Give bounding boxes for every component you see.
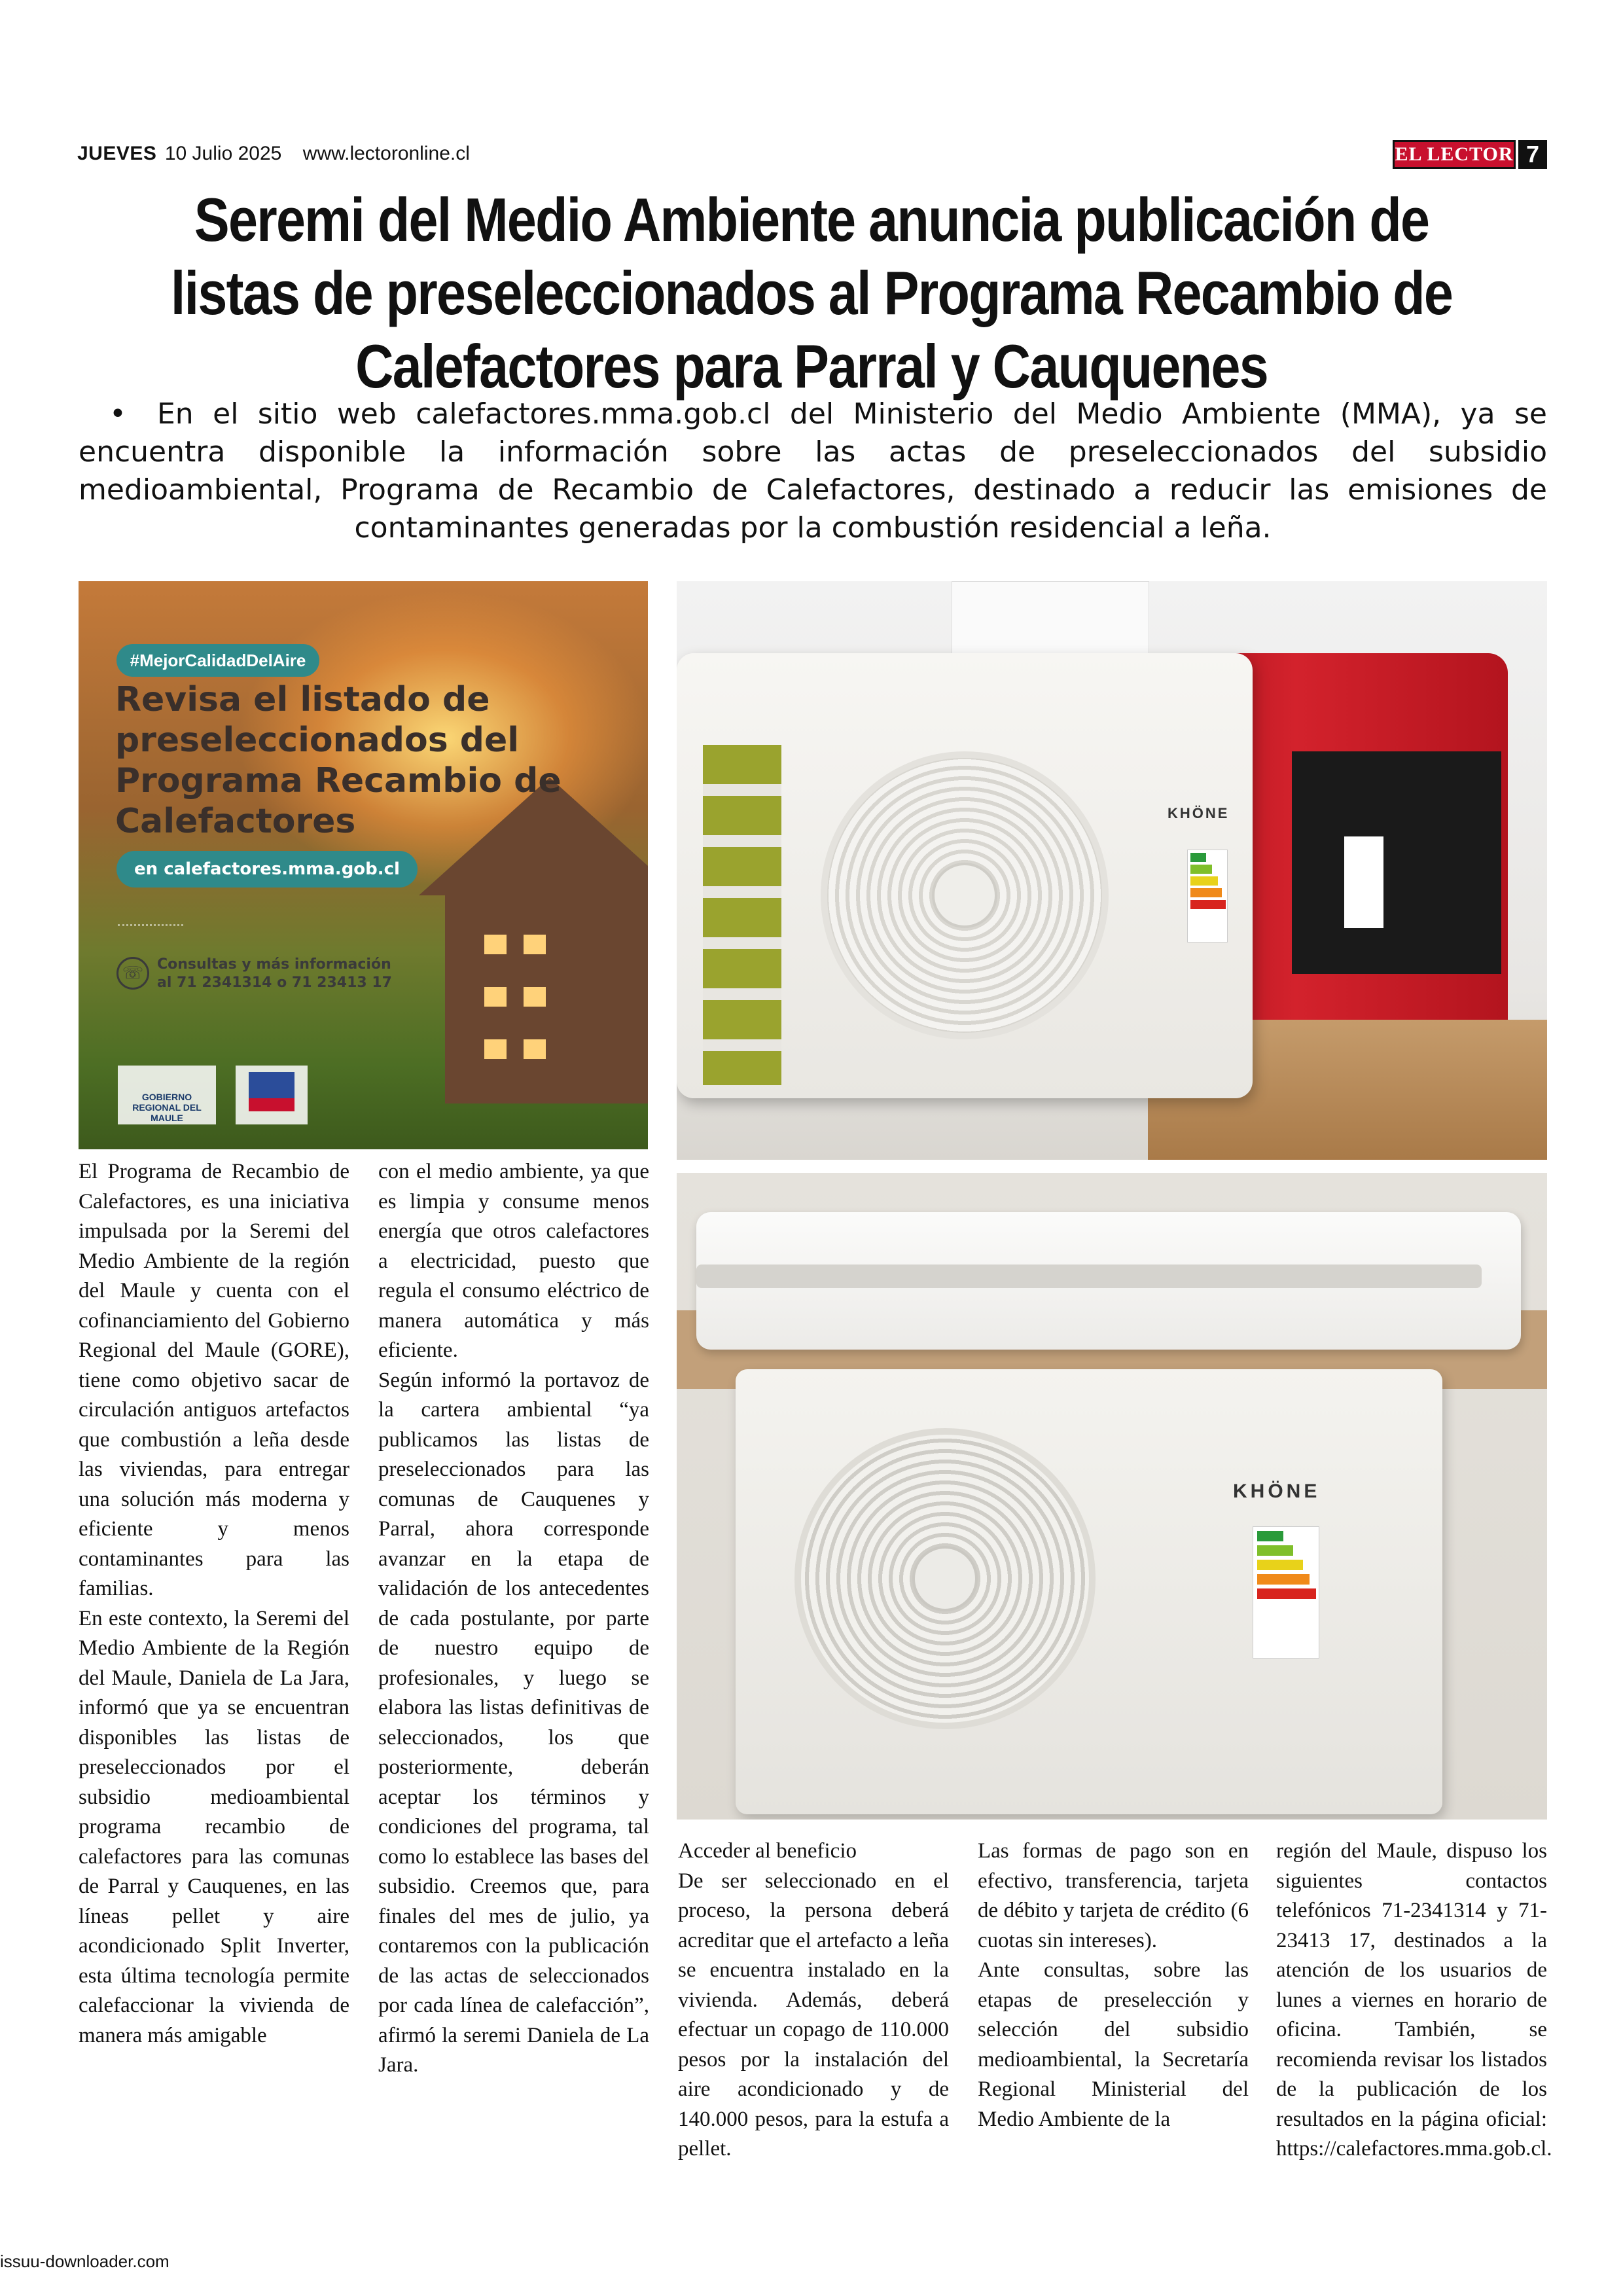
section-subhead: Acceder al beneficio xyxy=(678,1839,857,1863)
header-date: 10 Julio 2025 xyxy=(164,143,282,164)
newspaper-logo: EL LECTOR xyxy=(1393,140,1516,169)
photo-split-inverter xyxy=(677,1173,1547,1820)
indoor-vent xyxy=(696,1265,1482,1288)
photo-ac-and-pellet-stove xyxy=(677,581,1547,1160)
paragraph: El Programa de Recambio de Calefactores, es una iniciativa impulsada por la Seremi del Medio Ambiente de la región del Maule y cuenta con el cofinanciamiento del Gobierno Regional del Maule (GORE), tiene como objetivo sacar de circulación antiguos artefactos que combustión a leña desde las viviendas, para entregar una solución más moderna y eficiente y menos contaminantes para las familias. xyxy=(79,1160,349,1600)
paragraph: En este contexto, la Seremi del Medio Ambiente de la Región del Maule, Daniela de La Jara, informó que ya se encuentran disponibles las listas de preseleccionados por el subsidio medioambiental programa recambio de calefactores para las comunas de Parral y Cauquenes, en las líneas pellet y aire acondicionado Split Inverter, esta última tecnología permite calefaccionar la vivienda de manera más amigable xyxy=(79,1606,349,2047)
page-number: 7 xyxy=(1518,140,1547,169)
paragraph: región del Maule, dispuso los siguientes contactos telefónicos 71-2341314 y 71-23413 17, destinados a la atención de los usuarios de lunes a viernes en horario de oficina. También, se recomienda revisar los listados de la publicación de los resultados en la página oficial: https://calefactores.mma.gob.cl. xyxy=(1276,1839,1552,2161)
brand-label: KHÖNE xyxy=(1233,1480,1321,1502)
lead-bullet: • xyxy=(109,397,126,431)
headline: Seremi del Medio Ambiente anuncia publicación de listas de preseleccionados al Programa Recambio de Calefactores para Parral y Cauquenes xyxy=(170,185,1453,401)
fan-hub xyxy=(932,863,997,928)
house-window xyxy=(524,935,546,954)
promo-image xyxy=(79,581,648,1149)
page-header xyxy=(77,143,1546,170)
house-window xyxy=(524,987,546,1007)
house-window xyxy=(484,935,507,954)
body-column-2 xyxy=(378,1157,649,2081)
paragraph: Ante consultas, sobre las etapas de preselección y selección del subsidio medioambiental, la Secretaría Regional Ministerial del Medio Ambiente de la xyxy=(978,1958,1249,2131)
stove-window xyxy=(1292,751,1501,974)
gore-maule-logo: GOBIERNO REGIONAL DEL MAULE xyxy=(118,1066,216,1124)
paragraph: Las formas de pago son en efectivo, transferencia, tarjeta de débito y tarjeta de crédito (6 cuotas sin intereses). xyxy=(978,1839,1249,1952)
house-window xyxy=(484,987,507,1007)
body-column-4 xyxy=(978,1837,1249,2134)
phone-icon: ☏ xyxy=(116,957,149,990)
footer-watermark: issuu-downloader.com xyxy=(0,2251,169,2271)
promo-url: en calefactores.mma.gob.cl xyxy=(116,851,418,888)
house-body xyxy=(445,894,648,1103)
leaf-decoration xyxy=(118,908,183,926)
brand-label: KHÖNE xyxy=(1168,805,1230,821)
stove-energy-label xyxy=(1344,836,1383,928)
house-window xyxy=(484,1039,507,1059)
promo-title: Revisa el listado de preseleccionados del Programa Recambio de Calefactores xyxy=(115,680,562,841)
promo-contact: Consultas y más información al 71 2341314 o 71 23413 17 xyxy=(157,956,392,991)
paragraph: Según informó la portavoz de la cartera ambiental “ya publicamos las listas de preseleccionados para las comunas de Cauquenes y Parral, ahora corresponde avanzar en la etapa de validación de los antecedentes de cada postulante, por parte de nuestro equipo de profesionales, y luego se elabora las listas definitivas de seleccionados, los que posteriormente, deberán aceptar los términos y condiciones del programa, tal como lo establece las bases del subsidio. Creemos que, para finales del mes de julio, ya contaremos con la publicación de las actas de seleccionados por cada línea de calefacción”, afirmó la seremi Daniela de La Jara. xyxy=(378,1368,649,2077)
fan-hub xyxy=(912,1546,978,1611)
energy-label xyxy=(1253,1526,1319,1659)
paragraph: con el medio ambiente, ya que es limpia y consume menos energía que otros calefactores a electricidad, puesto que regula el consumo eléctrico de manera automática y más eficiente. xyxy=(378,1160,649,1362)
body-column-5 xyxy=(1276,1837,1552,2164)
outdoor-ac-unit xyxy=(677,653,1253,1098)
body-column-3 xyxy=(678,1837,949,2164)
energy-label xyxy=(1187,850,1228,942)
government-logo xyxy=(236,1066,308,1124)
promo-hashtag: #MejorCalidadDelAire xyxy=(116,644,319,677)
header-website[interactable]: www.lectoronline.cl xyxy=(302,143,470,164)
body-column-1 xyxy=(79,1157,349,2051)
unit-fins xyxy=(703,745,781,1085)
house-window xyxy=(524,1039,546,1059)
lead-text: En el sitio web calefactores.mma.gob.cl del Ministerio del Medio Ambiente (MMA), ya se encuentra disponible la información sobre las actas de preseleccionados del subsidio medioambiental, Programa de Recambio de Calefactores, destinado a reducir las emisiones de contaminantes generadas por la combustión residencial a leña. xyxy=(79,397,1547,545)
lead-paragraph xyxy=(79,395,1547,547)
paragraph: De ser seleccionado en el proceso, la persona deberá acreditar que el artefacto a leña se encuentra instalado en la vivienda. Además, deberá efectuar un copago de 110.000 pesos por la instalación del aire acondicionado y de 140.000 pesos, para la estufa a pellet. xyxy=(678,1869,949,2161)
header-day: JUEVES xyxy=(77,143,157,164)
